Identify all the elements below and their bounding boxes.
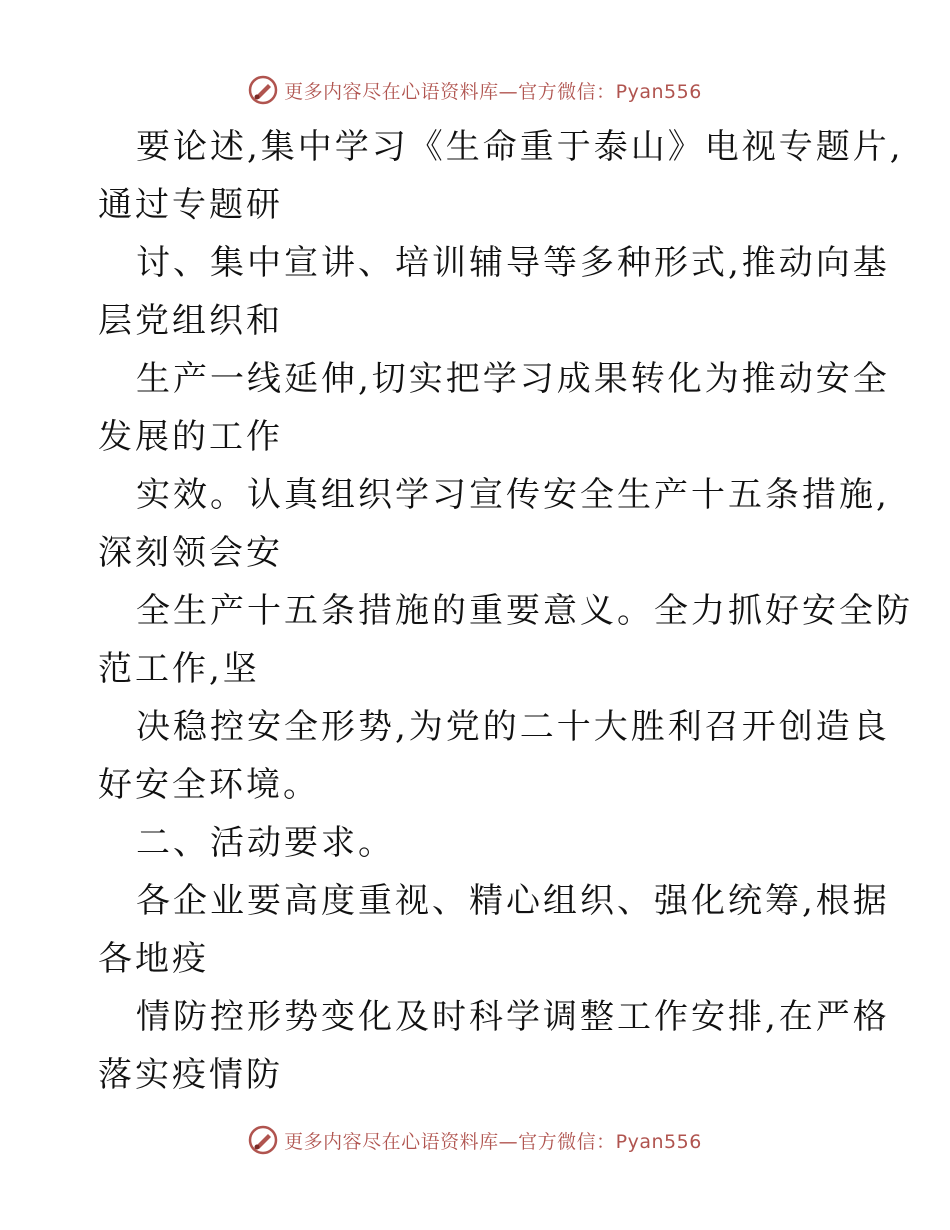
paragraph-line: 情防控形势变化及时科学调整工作安排,在严格 xyxy=(136,997,890,1037)
paragraph-line: 全生产十五条措施的重要意义。全力抓好安全防 xyxy=(136,591,913,631)
header-watermark xyxy=(0,70,950,110)
paragraph xyxy=(0,872,950,988)
paragraph-line: 深刻领会安 xyxy=(98,533,283,573)
paragraph-line: 实效。认真组织学习宣传安全生产十五条措施, xyxy=(136,475,890,515)
paragraph-line: 各企业要高度重视、精心组织、强化统筹,根据 xyxy=(136,881,890,921)
paragraph xyxy=(0,988,950,1104)
paragraph-line: 各地疫 xyxy=(98,939,209,979)
paragraph-line: 落实疫情防 xyxy=(98,1055,283,1095)
paragraph-line: 通过专题研 xyxy=(98,185,283,225)
watermark-text: 更多内容尽在心语资料库—官方微信：Pyan556 xyxy=(284,1130,702,1153)
paragraph-line: 要论述,集中学习《生命重于泰山》电视专题片, xyxy=(136,127,904,167)
document-body xyxy=(0,118,950,1104)
paragraph-line: 层党组织和 xyxy=(98,301,283,341)
section-heading xyxy=(0,814,950,872)
paragraph xyxy=(0,582,950,698)
paragraph xyxy=(0,350,950,466)
paragraph xyxy=(0,234,950,350)
footer-watermark xyxy=(0,1120,950,1160)
paragraph-line: 生产一线延伸,切实把学习成果转化为推动安全 xyxy=(136,359,890,399)
watermark-text: 更多内容尽在心语资料库—官方微信：Pyan556 xyxy=(284,80,702,103)
heading-line: 二、活动要求。 xyxy=(136,823,395,863)
paragraph xyxy=(0,698,950,814)
paragraph-line: 决稳控安全形势,为党的二十大胜利召开创造良 xyxy=(136,707,890,747)
paragraph-line: 范工作,坚 xyxy=(98,649,260,689)
paragraph xyxy=(0,118,950,234)
red-brush-logo-icon xyxy=(248,75,278,105)
paragraph-line: 发展的工作 xyxy=(98,417,283,457)
red-brush-logo-icon xyxy=(248,1125,278,1155)
paragraph xyxy=(0,466,950,582)
paragraph-line: 讨、集中宣讲、培训辅导等多种形式,推动向基 xyxy=(136,243,890,283)
paragraph-line: 好安全环境。 xyxy=(98,765,320,805)
